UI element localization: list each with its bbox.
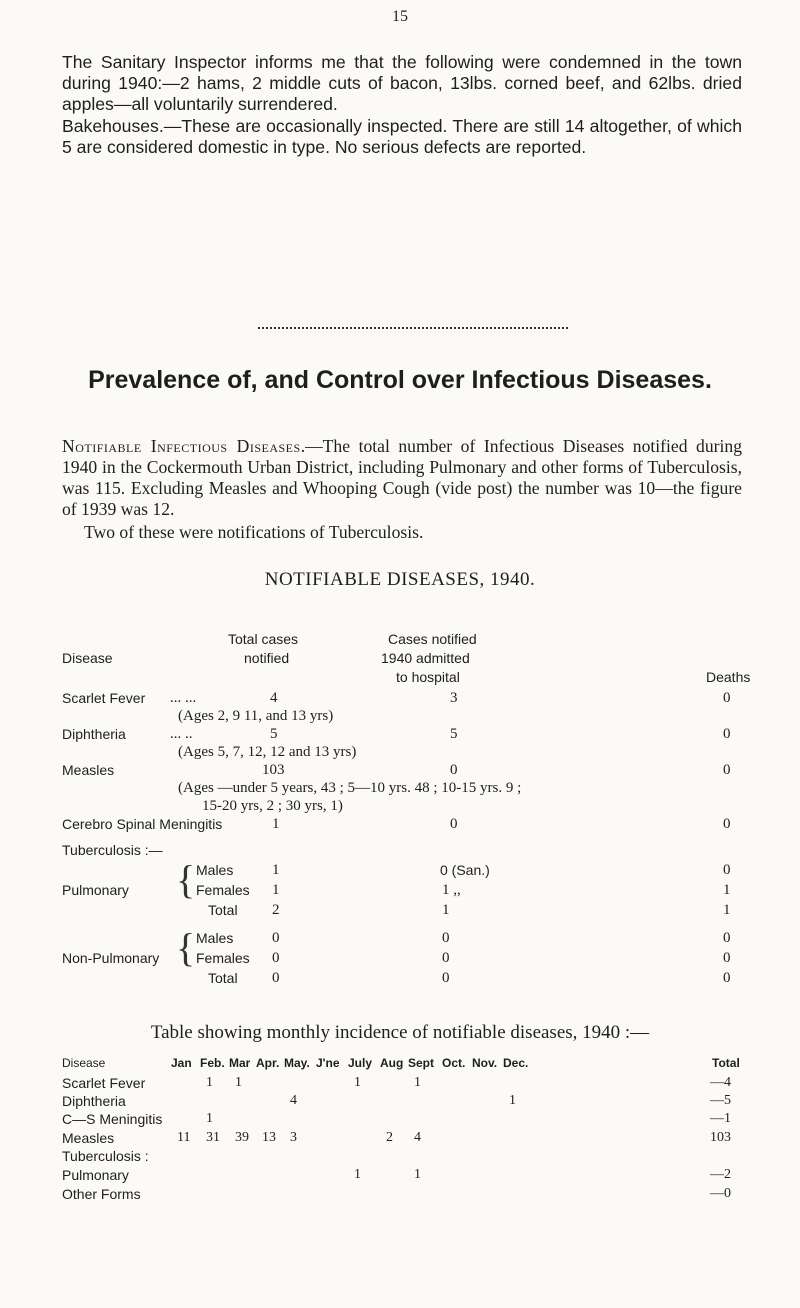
pulmonary-females-total: 1 [272,882,280,898]
row-diphtheria-admitted: 5 [450,726,458,742]
monthly-row-total: —5 [710,1093,731,1108]
row-csm-deaths: 0 [723,816,731,832]
monthly-cell: 1 [206,1075,213,1090]
monthly-header-month: J'ne [316,1056,340,1070]
pulmonary-label: Pulmonary [62,882,129,898]
monthly-header-month: Nov. [472,1056,498,1070]
section-heading: Prevalence of, and Control over Infectious Diseases. [88,366,712,394]
monthly-header-month: Sept [408,1056,435,1070]
pulmonary-females-deaths: 1 [723,882,731,898]
row-diphtheria-ages: (Ages 5, 7, 12, 12 and 13 yrs) [178,744,357,760]
nonpulm-total-admitted: 0 [442,970,450,986]
row-scarlet-total: 4 [270,690,278,706]
pulmonary-brace: { [176,857,196,902]
nonpulm-females-admitted: 0 [442,950,450,966]
pulmonary-males-label: Males [196,862,234,878]
nonpulm-females-total: 0 [272,950,280,966]
nonpulm-females-label: Females [196,950,250,966]
non-pulmonary-brace: { [176,925,196,970]
monthly-header-month: July [348,1056,373,1070]
monthly-cell: 13 [262,1130,276,1145]
monthly-header-disease: Disease [62,1056,106,1070]
notifiable-diseases-paragraph [62,436,742,520]
nonpulm-total-label: Total [208,970,238,986]
row-csm-label: Cerebro Spinal Meningitis [62,816,223,832]
monthly-cell: 1 [235,1075,242,1090]
row-measles-ages-line2: 15-20 yrs, 2 ; 30 yrs, 1) [202,798,343,814]
nonpulm-males-label: Males [196,930,234,946]
monthly-header-month: Jan [171,1056,192,1070]
row-measles-deaths: 0 [723,762,731,778]
row-csm-admitted: 0 [450,816,458,832]
monthly-header-total: Total [712,1056,740,1070]
nonpulm-total-deaths: 0 [723,970,731,986]
monthly-row-total: —0 [710,1186,731,1201]
header-admitted-line3: to hospital [396,669,460,685]
monthly-row-label: C—S Meningitis [62,1111,163,1127]
non-pulmonary-label: Non-Pulmonary [62,950,160,966]
row-scarlet-label: Scarlet Fever [62,690,146,706]
table2-title: Table showing monthly incidence of notifiable diseases, 1940 :— [150,1022,650,1043]
pulmonary-total-label: Total [208,902,238,918]
row-scarlet-deaths: 0 [723,690,731,706]
monthly-header-month: Aug [380,1056,404,1070]
pulmonary-total-admitted: 1 [442,902,450,918]
row-diphtheria-dots: ... .. [170,726,193,742]
monthly-row-label: Scarlet Fever [62,1075,146,1091]
pulmonary-males-admitted: 0 (San.) [440,862,490,878]
monthly-row-total: —2 [710,1167,731,1182]
table1-title: NOTIFIABLE DISEASES, 1940. [264,569,536,590]
header-total-line1: Total cases [228,631,299,647]
monthly-row-label: Tuberculosis : [62,1148,149,1164]
row-measles-label: Measles [62,762,115,778]
nonpulm-total-total: 0 [272,970,280,986]
monthly-cell: 39 [235,1130,249,1145]
row-measles-admitted: 0 [450,762,458,778]
monthly-cell: 1 [354,1167,361,1182]
monthly-header-month: May. [284,1056,310,1070]
monthly-cell: 31 [206,1130,220,1145]
monthly-cell: 11 [177,1130,191,1145]
nonpulm-males-total: 0 [272,930,280,946]
monthly-row-label: Diphtheria [62,1093,126,1109]
monthly-cell: 1 [509,1093,516,1108]
nonpulm-males-deaths: 0 [723,930,731,946]
page-number: 15 [392,8,408,25]
row-csm-total: 1 [272,816,280,832]
monthly-cell: 4 [414,1130,421,1145]
pulmonary-total-deaths: 1 [723,902,731,918]
notifiable-text: .—The total number of Infectious Diseases notified during 1940 in the Cockermouth Urban District, including Pulmonary and other forms of Tuberculosis, was 115. Excluding Measles and Whooping Cough (vide post) the number was 10—the figure of 1939 was 12. [62,436,742,519]
pulmonary-males-deaths: 0 [723,862,731,878]
notifiable-lead: Notifiable Infectious Diseases [62,436,301,456]
monthly-row-total: —4 [710,1075,731,1090]
dotted-divider [258,327,568,329]
header-total-line2: notified [244,650,290,666]
header-admitted-line1: Cases notified [388,631,477,647]
monthly-row-total: —1 [710,1111,731,1126]
row-diphtheria-label: Diphtheria [62,726,126,742]
monthly-cell: 1 [206,1111,213,1126]
row-measles-ages-line1: (Ages —under 5 years, 43 ; 5—10 yrs. 48 ; 10-15 yrs. 9 ; [178,780,522,796]
tuberculosis-label: Tuberculosis :— [62,842,163,858]
row-diphtheria-deaths: 0 [723,726,731,742]
row-scarlet-dots: ... ... [170,690,197,706]
header-deaths: Deaths [706,669,751,685]
pulmonary-females-label: Females [196,882,250,898]
monthly-header-month: Mar [229,1056,251,1070]
nonpulm-females-deaths: 0 [723,950,731,966]
header-disease: Disease [62,650,113,666]
monthly-cell: 1 [414,1075,421,1090]
pulmonary-males-total: 1 [272,862,280,878]
tuberculosis-count-paragraph: Two of these were notifications of Tuberculosis. [84,522,424,542]
nonpulm-males-admitted: 0 [442,930,450,946]
monthly-cell: 3 [290,1130,297,1145]
monthly-row-label: Measles [62,1130,115,1146]
monthly-header-month: Dec. [503,1056,529,1070]
monthly-row-label: Other Forms [62,1186,141,1202]
bakehouses-paragraph: Bakehouses.—These are occasionally inspected. There are still 14 altogether, of which 5 are considered domestic in type. No serious defects are reported. [62,116,742,157]
row-scarlet-ages: (Ages 2, 9 11, and 13 yrs) [178,708,334,724]
monthly-header-month: Feb. [200,1056,225,1070]
monthly-cell: 1 [414,1167,421,1182]
monthly-header-month: Oct. [442,1056,466,1070]
header-admitted-line2: 1940 admitted [381,650,470,666]
monthly-cell: 2 [386,1130,393,1145]
monthly-cell: 1 [354,1075,361,1090]
monthly-row-label: Pulmonary [62,1167,129,1183]
row-measles-total: 103 [262,762,285,778]
monthly-cell: 4 [290,1093,297,1108]
row-scarlet-admitted: 3 [450,690,458,706]
monthly-row-total: 103 [710,1130,731,1145]
condemned-food-paragraph: The Sanitary Inspector informs me that the following were condemned in the town during 1940:—2 hams, 2 middle cuts of bacon, 13lbs. corned beef, and 62lbs. dried apples—all voluntarily surrendered. [62,52,742,114]
pulmonary-total-total: 2 [272,902,280,918]
row-diphtheria-total: 5 [270,726,278,742]
pulmonary-females-admitted: 1 ,, [442,882,461,898]
monthly-header-month: Apr. [256,1056,280,1070]
